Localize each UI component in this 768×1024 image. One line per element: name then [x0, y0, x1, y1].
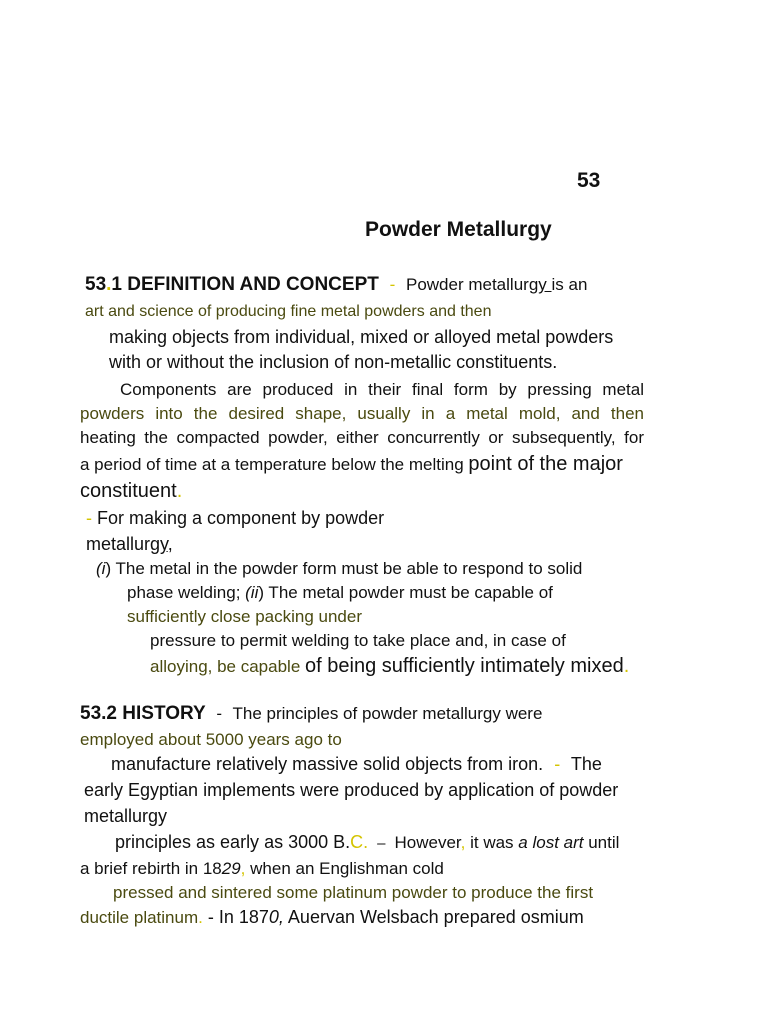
section-2-line-6-comma: ,	[460, 833, 466, 852]
section-2-line-4: early Egyptian implements were produced by application of powder	[84, 780, 619, 800]
section-2-line-3	[111, 754, 602, 775]
section-1-number-dot: .	[106, 274, 112, 295]
chapter-title: Powder Metallurgy	[365, 218, 552, 241]
paragraph-4-line-1-text: ) The metal in the powder form must be able to respond to solid	[105, 559, 583, 578]
section-2-line-3-dash: -	[554, 754, 561, 774]
section-2-line-6-c: C.	[350, 832, 369, 852]
paragraph-4-line-4: pressure to permit welding to take place and, in case of	[150, 631, 566, 650]
section-2-line-6a: principles as early as 3000 B.	[115, 832, 351, 852]
paragraph-4-line-5-dot: .	[623, 655, 630, 677]
section-2-line-7-comma: ,	[240, 859, 246, 878]
section-1-text-l1b: gy	[528, 275, 552, 294]
section-2-line-5: metallurgy	[84, 806, 168, 826]
section-2-line-7	[80, 859, 444, 879]
section-2-line-6b: However	[394, 833, 461, 852]
paragraph-3-line-2	[86, 534, 173, 555]
chapter-number: 53	[577, 169, 601, 192]
section-2-heading-line	[80, 703, 542, 725]
section-1-line-4: with or without the inclusion of non-metallic constituents.	[109, 352, 558, 372]
paragraph-4-line-3: sufficiently close packing under	[127, 607, 362, 626]
paragraph-2-line-2: powders into the desired shape, usually in a metal mold, and then	[80, 404, 644, 423]
paragraph-3-dash: -	[86, 508, 92, 528]
section-1-line-2: art and science of producing fine metal powders and then	[85, 303, 492, 320]
paragraph-4-line-2	[127, 583, 553, 603]
section-2-line-7c: when an Englishman cold	[245, 859, 444, 878]
section-1-title: 1 DEFINITION AND CONCEPT	[111, 274, 379, 295]
section-2-title: .2 HISTORY	[101, 703, 206, 724]
section-2-line-2: employed about 5000 years ago to	[80, 730, 342, 749]
section-1-text-l1a: Powder metallur	[405, 275, 529, 294]
section-1-heading-line	[85, 274, 587, 296]
paragraph-2-line-4a: a period of time at a temperature below the melting	[80, 455, 469, 474]
section-2-line-9a: ductile platinum	[80, 908, 199, 927]
paragraph-2-line-1: Components are produced in their final form by pressing metal	[120, 380, 644, 399]
paragraph-3-line-1	[86, 508, 384, 529]
section-2-line-9-dot: .	[198, 908, 203, 927]
section-2-line-3a: manufacture relatively massive solid objects from iron.	[111, 754, 544, 774]
paragraph-2-line-5-dot: .	[176, 480, 183, 502]
section-2-line-8: pressed and sintered some platinum powder to produce the first	[113, 883, 594, 902]
paragraph-4-line-5b: of being sufficiently intimately mixed	[305, 655, 624, 677]
section-2-line-6f: until	[583, 833, 620, 852]
paragraph-4-line-2a: phase welding;	[127, 583, 246, 602]
paragraph-4-line-2b: ) The metal powder must be capable of	[258, 583, 553, 602]
section-2-line-9c: 0,	[268, 907, 284, 927]
paragraph-3-line-2b: gy	[150, 534, 168, 554]
section-2-line-9	[80, 907, 584, 928]
paragraph-4-ii: (ii	[245, 583, 259, 602]
paragraph-4-line-5a: alloying, be capable	[150, 657, 306, 676]
section-2-line-9d: Auervan Welsbach prepared osmium	[283, 907, 584, 927]
section-2-line-9b: - In 187	[202, 907, 269, 927]
section-2-number: 53	[80, 703, 102, 724]
section-1-separator: -	[389, 275, 396, 294]
paragraph-3-line-2a: metallur	[86, 534, 151, 554]
section-1-text-l1c: is an	[551, 275, 588, 294]
paragraph-4-line-1	[96, 559, 582, 579]
section-1-number: 53	[85, 274, 107, 295]
paragraph-2-line-5-text: constituent	[80, 480, 177, 502]
paragraph-4-line-5	[150, 655, 629, 678]
section-2-line-7b: 29	[221, 859, 241, 878]
section-1-line-3: making objects from individual, mixed or alloyed metal powders	[109, 327, 614, 347]
paragraph-2-line-5	[80, 480, 182, 503]
section-2-line-3b: The	[570, 754, 602, 774]
paragraph-4-i: (i	[96, 559, 106, 578]
section-2-line-6e: a lost art	[518, 833, 584, 852]
section-2-separator: -	[216, 704, 223, 723]
section-2-line-6d: it was	[465, 833, 519, 852]
paragraph-3-text: For making a component by powder	[97, 508, 385, 528]
paragraph-3-line-2c: ,	[167, 534, 173, 554]
section-2-text-l1: The principles of powder metallurgy were	[232, 704, 543, 723]
paragraph-2-line-4	[80, 453, 623, 476]
section-2-line-7a: a brief rebirth in 18	[80, 859, 222, 878]
section-2-line-6	[115, 832, 619, 853]
paragraph-2-line-4b: point of the major	[468, 453, 623, 475]
paragraph-2-line-3: heating the compacted powder, either concurrently or subsequently, for	[80, 428, 644, 447]
section-2-line-6-dash: –	[377, 835, 386, 852]
